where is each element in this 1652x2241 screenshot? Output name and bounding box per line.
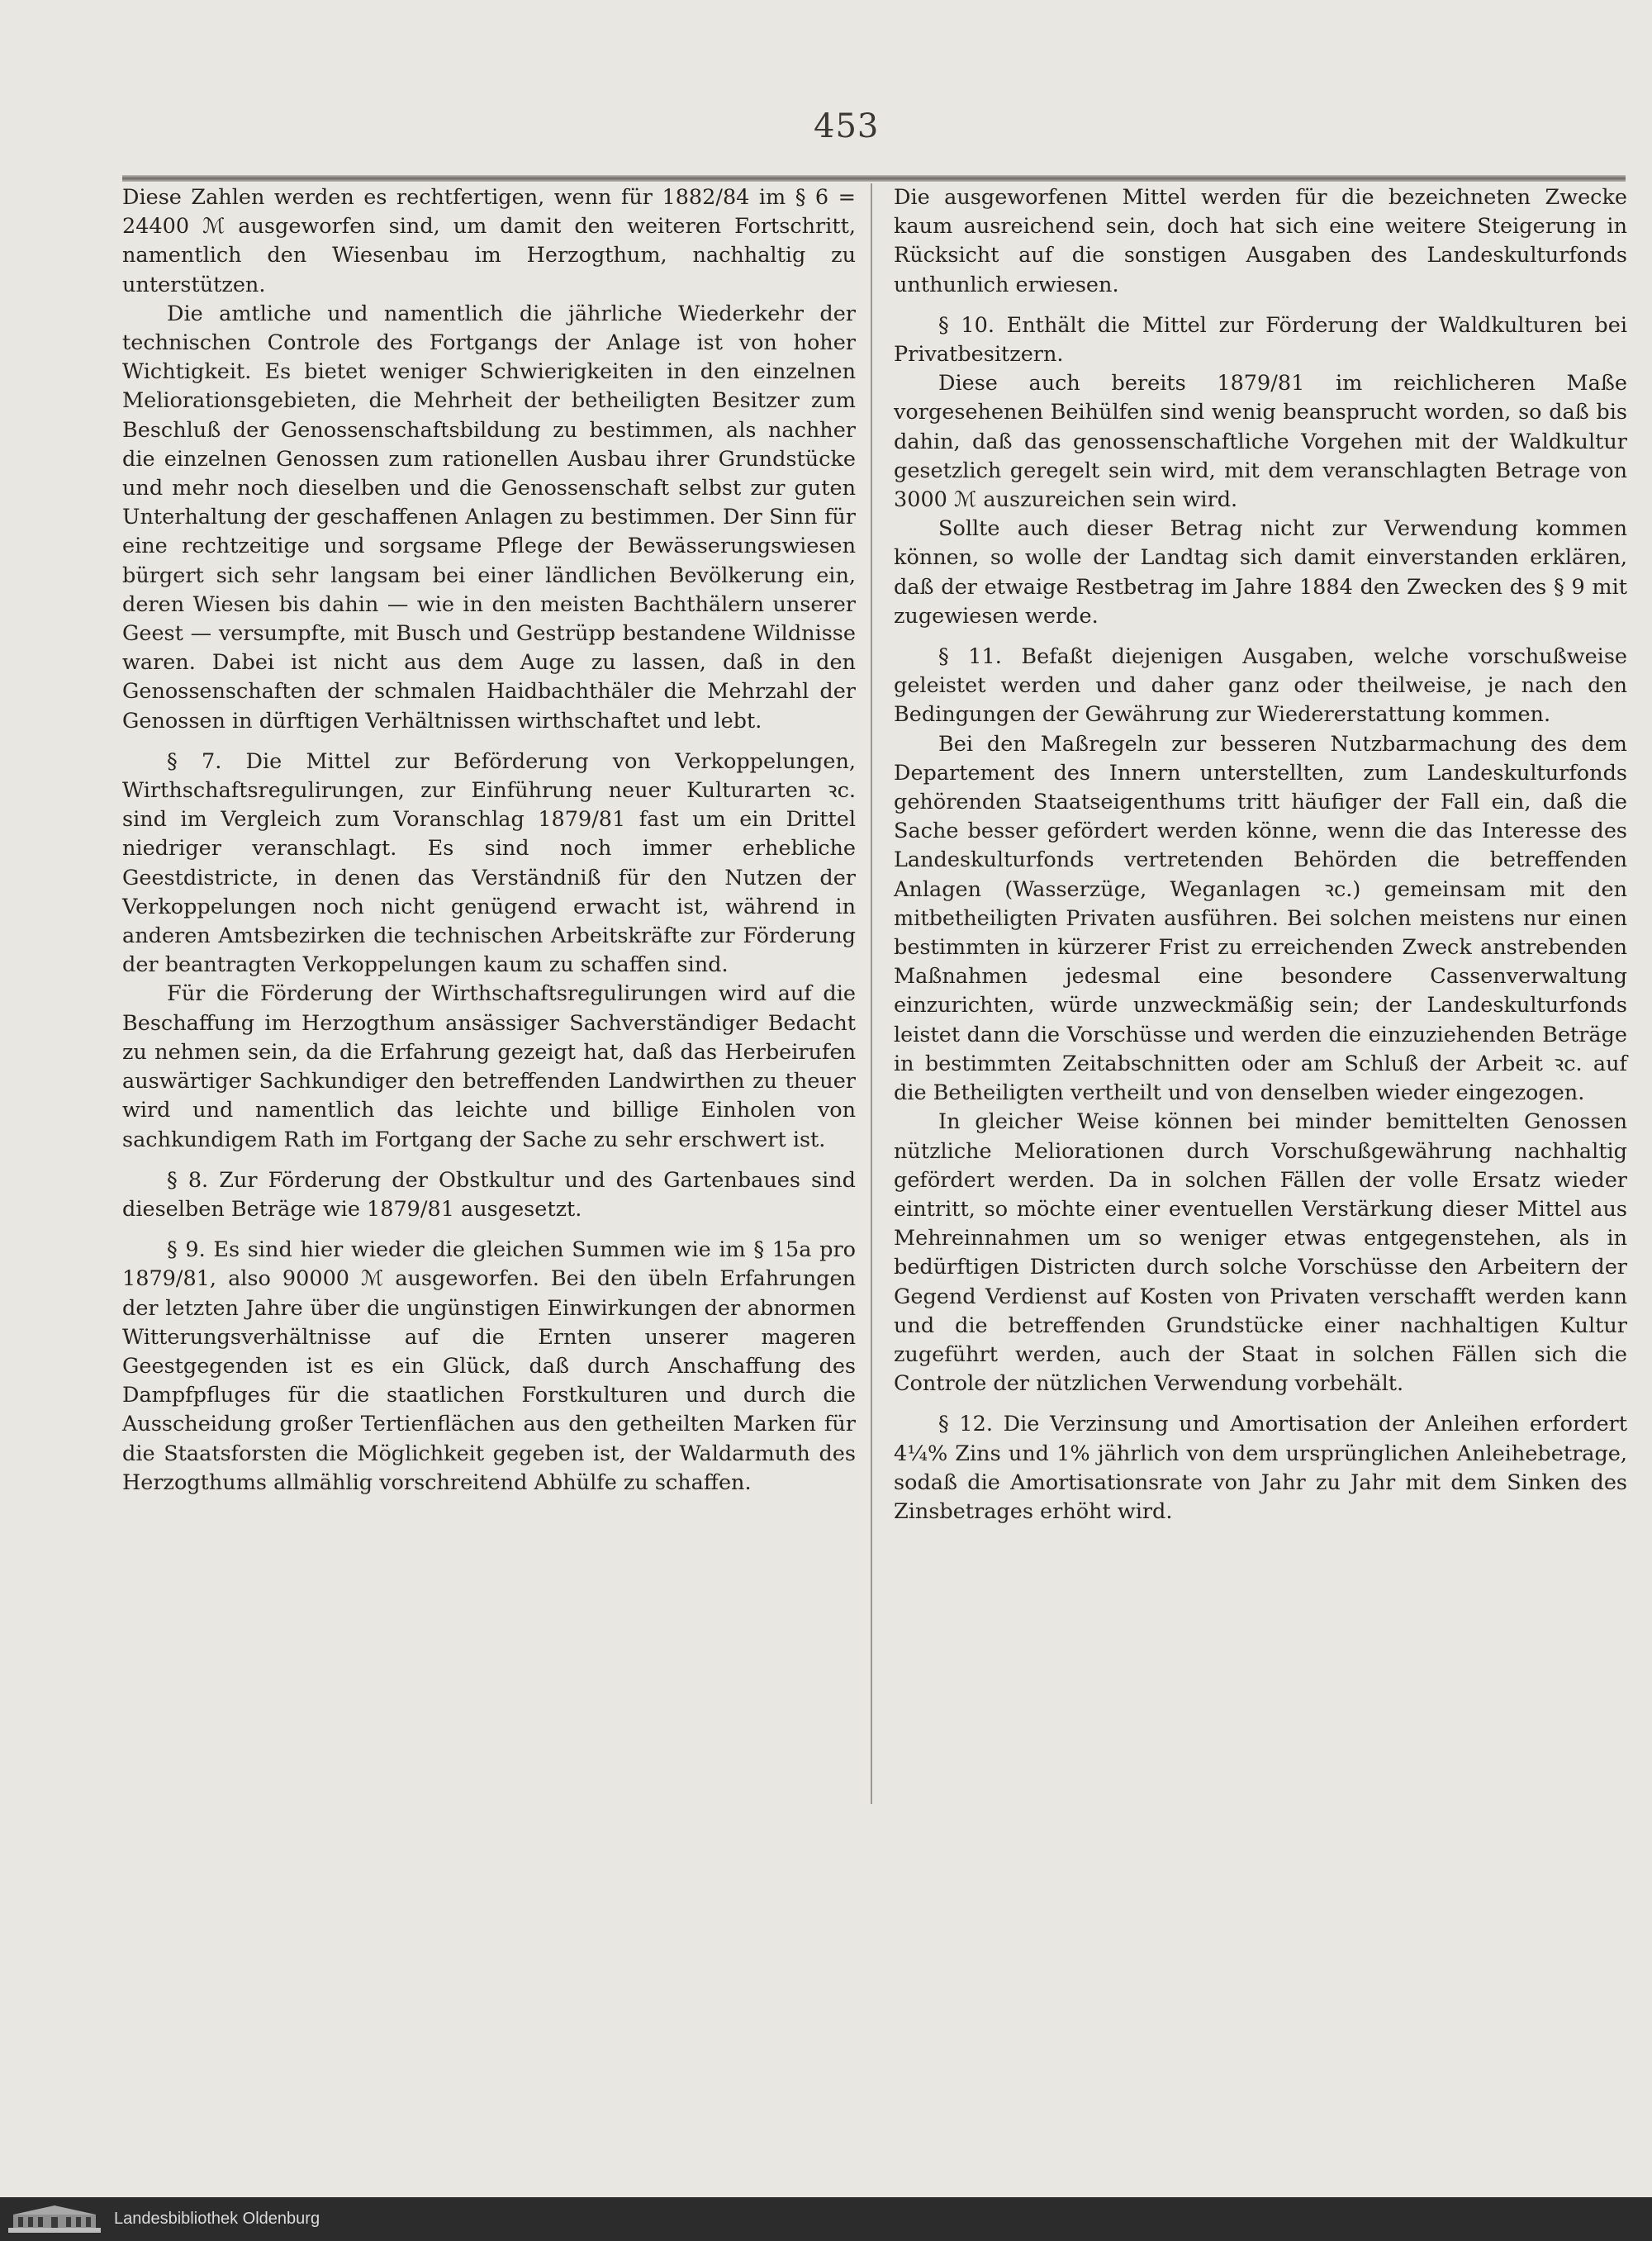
- left-column: [122, 183, 856, 1498]
- paragraph: In gleicher Weise können bei minder bemittelten Genossen nützliche Meliorationen durch Vorschußgewährung nachhaltig gefördert werden. Da in solchen Fällen der volle Ersatz wieder eintritt, so möchte einer eventuellen Verstärkung dieser Mittel aus Mehreinnahmen um so weniger etwas entgegenstehen, als in bedürftigen Districten durch solche Vorschüsse den Arbeitern der Gegend Verdienst auf Kosten von Privaten verschafft werden kann und die betreffenden Grundstücke einer nachhaltigen Kultur zugeführt werden, auch der Staat in solchen Fällen sich die Controle der nützlichen Verwendung vorbehält.: [894, 1109, 1627, 1397]
- section-10-paragraph: § 10. Enthält die Mittel zur Förderung der Waldkulturen bei Privatbesitzern.: [894, 312, 1627, 368]
- section-8-paragraph: § 8. Zur Förderung der Obstkultur und des Gartenbaues sind dieselben Beträge wie 1879/81 ausgesetzt.: [122, 1167, 856, 1222]
- header-rule: [122, 175, 1626, 182]
- section-9-paragraph: § 9. Es sind hier wieder die gleichen Summen wie im § 15a pro 1879/81, also 90000 ℳ ausgeworfen. Bei den übeln Erfahrungen der letzten Jahre über die ungünstigen Einwirkungen der abnormen Witterungsverhältnisse auf die Ernten unserer mageren Geestgegenden ist es ein Glück, daß durch Anschaffung des Dampfpfluges für die staatlichen Forstkulturen und durch die Ausscheidung großer Tertienflächen aus den getheilten Marken für die Staatsforsten die Möglichkeit gegeben ist, der Waldarmuth des Herzogthums allmählig vorschreitend Abhülfe zu schaffen.: [122, 1237, 856, 1495]
- section-7-paragraph: § 7. Die Mittel zur Beförderung von Verkoppelungen, Wirthschaftsregulirungen, zur Einführung neuer Kulturarten ꝛc. sind im Vergleich zum Voranschlag 1879/81 fast um ein Drittel niedriger veranschlagt. Es sind noch immer erhebliche Geestdistricte, in denen das Verständniß für den Nutzen der Verkoppelungen noch nicht genügend erwacht ist, während in anderen Amtsbezirken die technischen Arbeitskräfte zur Förderung der beantragten Verkoppelungen kaum zu schaffen sind.: [122, 748, 856, 978]
- section-12-paragraph: § 12. Die Verzinsung und Amortisation der Anleihen erfordert 4¼% Zins und 1% jährlich von dem ursprünglichen Anleihebetrage, sodaß die Amortisationsrate von Jahr zu Jahr mit dem Sinken des Zinsbetrages erhöht wird.: [894, 1412, 1627, 1524]
- right-column: [894, 183, 1627, 1526]
- paragraph: Diese Zahlen werden es rechtfertigen, wenn für 1882/84 im § 6 = 24400 ℳ ausgeworfen sind, um damit den weiteren Fortschritt, namentlich den Wiesenbau im Herzogthum, nachhaltig zu unterstützen.: [122, 185, 856, 297]
- paragraph: Die amtliche und namentlich die jährliche Wiederkehr der technischen Controle des Fortgangs der Anlage ist von hoher Wichtigkeit. Es bietet weniger Schwierigkeiten in den einzelnen Meliorationsgebieten, die Mehrheit der betheiligten Besitzer zum Beschluß der Genossenschaftsbildung zu bestimmen, als nachher die einzelnen Genossen zum rationellen Ausbau ihrer Grundstücke und mehr noch dieselben und die Genossenschaft selbst zur guten Unterhaltung der geschaffenen Anlagen zu bestimmen. Der Sinn für eine rechtzeitige und sorgsame Pflege der Bewässerungswiesen bürgert sich sehr langsam bei einer ländlichen Bevölkerung ein, deren Wiesen bis dahin — wie in den meisten Bachthälern unserer Geest — versumpfte, mit Busch und Gestrüpp bestandene Wildnisse waren. Dabei ist nicht aus dem Auge zu lassen, daß in den Genossenschaften der schmalen Haidbachthäler die Mehrzahl der Genossen in dürftigen Verhältnissen wirthschaftet und lebt.: [122, 301, 856, 734]
- section-11-paragraph: § 11. Befaßt diejenigen Ausgaben, welche vorschußweise geleistet werden und daher ganz oder theilweise, je nach den Bedingungen der Gewährung zur Wiedererstattung kommen.: [894, 644, 1627, 728]
- paragraph: Diese auch bereits 1879/81 im reichlicheren Maße vorgesehenen Beihülfen sind wenig beansprucht worden, so daß bis dahin, daß das genossenschaftliche Vorgehen mit der Waldkultur gesetzlich geregelt sein wird, mit dem veranschlagten Betrage von 3000 ℳ auszureichen sein wird.: [894, 371, 1627, 513]
- column-divider: [871, 183, 872, 1804]
- library-building-icon: [5, 2203, 104, 2236]
- page-number: 453: [814, 107, 880, 145]
- footer-bar: [0, 2197, 1652, 2241]
- paragraph: Die ausgeworfenen Mittel werden für die bezeichneten Zwecke kaum ausreichend sein, doch hat sich eine weitere Steigerung in Rücksicht auf die sonstigen Ausgaben des Landeskulturfonds unthunlich erwiesen.: [894, 185, 1627, 297]
- paragraph: Für die Förderung der Wirthschaftsregulirungen wird auf die Beschaffung im Herzogthum ansässiger Sachverständiger Bedacht zu nehmen sein, da die Erfahrung gezeigt hat, daß das Herbeirufen auswärtiger Sachkundiger den betreffenden Landwirthen zu theuer wird und namentlich das leichte und billige Einholen von sachkundigem Rath im Fortgang der Sache zu sehr erschwert ist.: [122, 981, 856, 1152]
- library-name: Landesbibliothek Oldenburg: [114, 2210, 320, 2228]
- paragraph: Sollte auch dieser Betrag nicht zur Verwendung kommen können, so wolle der Landtag sich damit einverstanden erklären, daß der etwaige Restbetrag im Jahre 1884 den Zwecken des § 9 mit zugewiesen werde.: [894, 516, 1627, 629]
- paragraph: Bei den Maßregeln zur besseren Nutzbarmachung des dem Departement des Innern unterstellten, zum Landeskulturfonds gehörenden Staatseigenthums tritt häufiger der Fall ein, daß die Sache besser gefördert werden könne, wenn die das Interesse des Landeskulturfonds vertretenden Behörden die betreffenden Anlagen (Wasserzüge, Weganlagen ꝛc.) gemeinsam mit den mitbetheiligten Privaten ausführen. Bei solchen meistens nur einen bestimmten in kürzerer Frist zu erreichenden Zweck anstrebenden Maßnahmen jedesmal eine besondere Cassenverwaltung einzurichten, würde unzweckmäßig sein; der Landeskulturfonds leistet dann die Vorschüsse und werden die einzuziehenden Beträge in bestimmten Zeitabschnitten oder am Schluß der Arbeit ꝛc. auf die Betheiligten vertheilt und von denselben wieder eingezogen.: [894, 731, 1627, 1106]
